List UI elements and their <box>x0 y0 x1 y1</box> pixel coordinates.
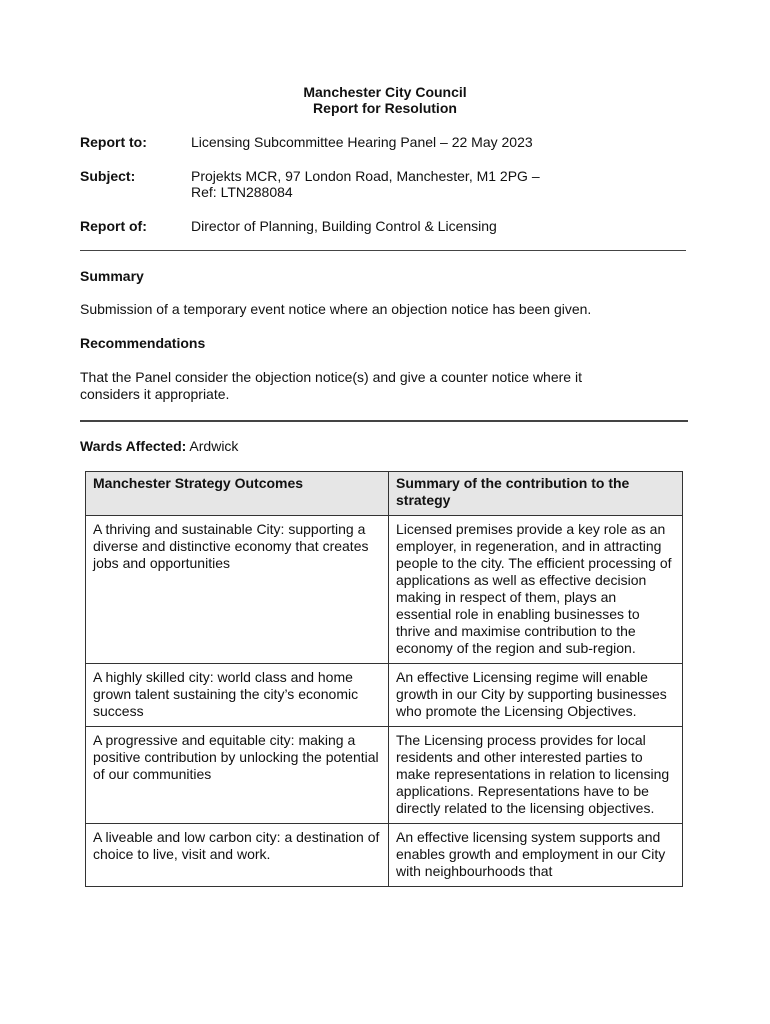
wards-affected <box>80 438 238 455</box>
contribution-cell: Licensed premises provide a key role as an employer, in regeneration, and in attracting people to the city. The efficient processing of applications as well as effective decision making in respect of them, plays an essential role in enabling businesses to thrive and maximise contribution to the economy of the region and sub-region. <box>389 516 683 664</box>
header-contribution: Summary of the contribution to the strategy <box>389 472 683 516</box>
wards-label: Wards Affected: <box>80 438 187 454</box>
meta-value: Licensing Subcommittee Hearing Panel – 22 May 2023 <box>191 134 533 150</box>
recommendations-heading: Recommendations <box>80 335 206 351</box>
meta-label: Report to: <box>80 134 147 150</box>
summary-heading: Summary <box>80 268 144 284</box>
contribution-cell: An effective licensing system supports and enables growth and employment in our City with neighbourhoods that <box>389 824 683 887</box>
meta-value <box>191 168 671 200</box>
report-header <box>0 84 770 116</box>
contribution-cell: The Licensing process provides for local residents and other interested parties to make representations in relation to licensing applications. Representations have to be directly related to the licensing objectives. <box>389 727 683 824</box>
outcome-cell: A thriving and sustainable City: supporting a diverse and distinctive economy that creates jobs and opportunities <box>86 516 389 664</box>
subject-line-1: Projekts MCR, 97 London Road, Manchester, M1 2PG – <box>191 168 540 184</box>
recommendations-line-2: considers it appropriate. <box>80 386 230 402</box>
divider <box>80 250 686 251</box>
outcome-cell: A highly skilled city: world class and home grown talent sustaining the city’s economic success <box>86 664 389 727</box>
table-row <box>86 664 683 727</box>
meta-label: Report of: <box>80 218 147 234</box>
council-name: Manchester City Council <box>303 84 467 100</box>
contribution-cell: An effective Licensing regime will enable growth in our City by supporting businesses who promote the Licensing Objectives. <box>389 664 683 727</box>
section-divider <box>80 420 688 422</box>
table-header-row <box>86 472 683 516</box>
report-type: Report for Resolution <box>313 100 457 116</box>
meta-label: Subject: <box>80 168 136 184</box>
outcome-cell: A liveable and low carbon city: a destination of choice to live, visit and work. <box>86 824 389 887</box>
recommendations-text <box>80 369 680 403</box>
header-outcomes: Manchester Strategy Outcomes <box>86 472 389 516</box>
subject-line-2: Ref: LTN288084 <box>191 184 293 200</box>
summary-text: Submission of a temporary event notice where an objection notice has been given. <box>80 301 592 317</box>
strategy-outcomes-table <box>85 471 683 887</box>
wards-value: Ardwick <box>186 438 239 454</box>
recommendations-line-1: That the Panel consider the objection notice(s) and give a counter notice where it <box>80 369 582 385</box>
table-row <box>86 727 683 824</box>
table-row <box>86 824 683 887</box>
outcome-cell: A progressive and equitable city: making a positive contribution by unlocking the potential of our communities <box>86 727 389 824</box>
meta-value: Director of Planning, Building Control & Licensing <box>191 218 497 234</box>
table-row <box>86 516 683 664</box>
